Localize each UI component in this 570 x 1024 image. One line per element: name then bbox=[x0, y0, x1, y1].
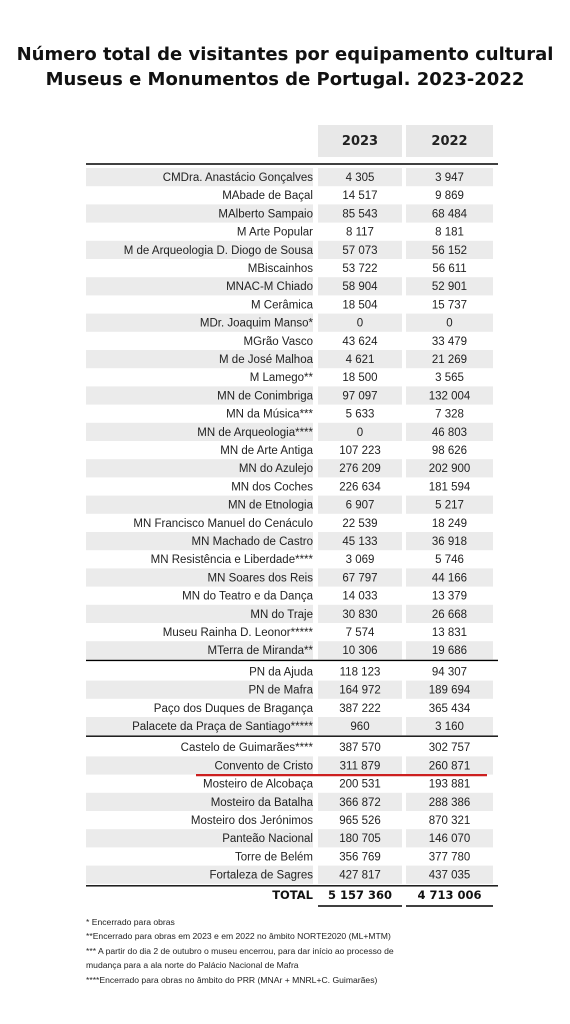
value-2023: 960 bbox=[350, 721, 370, 733]
footnote-3: *** A partir do dia 2 de outubro o museu encerrou, para dar início ao processo de bbox=[86, 945, 394, 956]
row-label: Castelo de Guimarães**** bbox=[180, 742, 313, 755]
value-2023: 366 872 bbox=[339, 796, 381, 809]
row-label: MN do Teatro e da Dança bbox=[182, 590, 313, 603]
value-2022: 52 901 bbox=[431, 281, 468, 294]
value-2022: 98 626 bbox=[431, 445, 468, 457]
value-2023: 107 223 bbox=[339, 445, 381, 457]
value-2023: 118 123 bbox=[339, 666, 381, 679]
total-2023: 5 157 360 bbox=[327, 887, 393, 902]
row-label: Mosteiro de Alcobaça bbox=[203, 778, 313, 791]
value-2023: 0 bbox=[356, 317, 364, 330]
row-label: M de Arqueologia D. Diogo de Sousa bbox=[123, 244, 313, 257]
value-2022: 132 004 bbox=[428, 390, 471, 403]
title-line-1: Número total de visitantes por equipamento cultural bbox=[16, 44, 554, 65]
value-2022: 13 379 bbox=[431, 590, 468, 603]
value-2022: 33 479 bbox=[431, 335, 468, 348]
value-2022: 146 070 bbox=[428, 833, 471, 846]
value-2023: 965 526 bbox=[339, 815, 381, 827]
value-2023: 5 633 bbox=[345, 408, 375, 421]
value-2023: 57 073 bbox=[342, 244, 378, 257]
row-label: MN de Arqueologia**** bbox=[197, 426, 313, 439]
value-2023: 10 306 bbox=[342, 645, 378, 658]
row-label: Mosteiro dos Jerónimos bbox=[190, 815, 313, 827]
value-2022: 15 737 bbox=[431, 299, 468, 312]
total-label: TOTAL bbox=[272, 887, 313, 902]
row-label: MAlberto Sampaio bbox=[218, 208, 313, 221]
value-2022: 26 668 bbox=[431, 608, 468, 621]
total-2022: 4 713 006 bbox=[417, 887, 482, 902]
value-2023: 43 624 bbox=[342, 335, 378, 348]
value-2022: 365 434 bbox=[428, 702, 471, 715]
row-label: Museu Rainha D. Leonor***** bbox=[162, 627, 313, 639]
row-label: MN Francisco Manuel do Cenáculo bbox=[133, 517, 313, 530]
value-2022: 44 166 bbox=[431, 572, 468, 585]
value-2022: 56 611 bbox=[432, 263, 467, 275]
value-2023: 85 543 bbox=[342, 208, 378, 221]
row-label: CMDra. Anastácio Gonçalves bbox=[162, 172, 313, 184]
value-2023: 180 705 bbox=[339, 833, 381, 846]
value-2023: 97 097 bbox=[342, 390, 378, 403]
row-label: MN de Conimbriga bbox=[217, 390, 313, 403]
value-2022: 5 746 bbox=[435, 554, 464, 567]
row-label: Convento de Cristo bbox=[214, 760, 313, 773]
row-label: Palacete da Praça de Santiago***** bbox=[132, 721, 313, 733]
value-2022: 202 900 bbox=[428, 463, 471, 476]
value-2022: 36 918 bbox=[431, 536, 468, 548]
row-label: MGrão Vasco bbox=[243, 335, 313, 348]
value-2023: 0 bbox=[356, 426, 364, 439]
value-2023: 14 033 bbox=[342, 590, 378, 603]
value-2022: 18 249 bbox=[431, 517, 468, 530]
row-label: MN Machado de Castro bbox=[191, 536, 313, 548]
value-2022: 302 757 bbox=[428, 742, 471, 755]
column-header-2022: 2022 bbox=[431, 134, 468, 149]
value-2023: 226 634 bbox=[339, 481, 381, 494]
value-2022: 68 484 bbox=[431, 208, 468, 221]
value-2022: 5 217 bbox=[435, 499, 464, 512]
value-2023: 45 133 bbox=[342, 536, 378, 548]
value-2023: 30 830 bbox=[342, 608, 378, 621]
footnote-4: mudança para a ala norte do Palácio Nacional de Mafra bbox=[86, 960, 299, 971]
row-label: Mosteiro da Batalha bbox=[210, 796, 313, 809]
row-label: M de José Malhoa bbox=[219, 354, 313, 366]
row-label: PN da Ajuda bbox=[249, 666, 313, 679]
value-2023: 276 209 bbox=[339, 463, 381, 476]
value-2023: 7 574 bbox=[345, 627, 375, 639]
value-2022: 870 321 bbox=[428, 815, 471, 827]
value-2022: 260 871 bbox=[428, 760, 471, 773]
value-2022: 19 686 bbox=[431, 645, 468, 658]
value-2023: 8 117 bbox=[346, 226, 374, 239]
value-2023: 4 305 bbox=[345, 172, 375, 184]
value-2022: 288 386 bbox=[428, 796, 471, 809]
row-label: Torre de Belém bbox=[235, 851, 313, 864]
value-2023: 14 517 bbox=[342, 190, 378, 203]
row-label: MN de Etnologia bbox=[227, 499, 313, 512]
row-label: MN da Música*** bbox=[226, 408, 313, 421]
value-2023: 53 722 bbox=[342, 263, 378, 275]
value-2022: 9 869 bbox=[435, 190, 464, 203]
footnote-2: **Encerrado para obras em 2023 e em 2022 no âmbito NORTE2020 (ML+MTM) bbox=[86, 931, 391, 942]
value-2022: 0 bbox=[446, 317, 453, 330]
value-2022: 3 565 bbox=[435, 372, 464, 385]
row-label: MN de Arte Antiga bbox=[220, 445, 313, 457]
row-label: MN Resistência e Liberdade**** bbox=[150, 554, 313, 567]
value-2023: 200 531 bbox=[339, 778, 381, 791]
row-label: MN do Traje bbox=[250, 608, 313, 621]
row-label: PN de Mafra bbox=[248, 684, 313, 697]
value-2023: 18 504 bbox=[342, 299, 378, 312]
row-label: MDr. Joaquim Manso* bbox=[199, 317, 313, 330]
row-label: M Arte Popular bbox=[236, 226, 313, 239]
value-2022: 13 831 bbox=[431, 627, 468, 639]
value-2023: 18 500 bbox=[342, 372, 378, 385]
value-2022: 377 780 bbox=[428, 851, 471, 864]
row-label: M Lamego** bbox=[249, 372, 313, 385]
value-2022: 437 035 bbox=[428, 869, 471, 882]
value-2022: 181 594 bbox=[428, 481, 471, 494]
value-2022: 94 307 bbox=[431, 666, 468, 679]
footnote-1: * Encerrado para obras bbox=[86, 917, 175, 927]
value-2023: 387 222 bbox=[339, 702, 381, 715]
row-label: MNAC-M Chiado bbox=[226, 281, 313, 294]
value-2022: 8 181 bbox=[435, 226, 464, 239]
value-2023: 427 817 bbox=[339, 869, 381, 882]
row-label: Paço dos Duques de Bragança bbox=[153, 702, 313, 715]
value-2022: 193 881 bbox=[428, 778, 471, 791]
value-2022: 46 803 bbox=[431, 426, 468, 439]
row-label: Fortaleza de Sagres bbox=[209, 869, 313, 882]
value-2023: 311 879 bbox=[339, 760, 381, 773]
value-2023: 3 069 bbox=[345, 554, 375, 567]
value-2022: 56 152 bbox=[431, 244, 468, 257]
row-label: MAbade de Baçal bbox=[222, 190, 313, 203]
value-2023: 4 621 bbox=[345, 354, 375, 366]
row-label: MN Soares dos Reis bbox=[207, 572, 313, 585]
row-label: MN do Azulejo bbox=[238, 463, 313, 476]
value-2022: 7 328 bbox=[435, 408, 464, 421]
value-2022: 3 160 bbox=[435, 721, 464, 733]
footnotes bbox=[86, 915, 516, 987]
value-2023: 58 904 bbox=[342, 281, 378, 294]
value-2022: 189 694 bbox=[428, 684, 471, 697]
title-line-2: Museus e Monumentos de Portugal. 2023-2022 bbox=[45, 69, 525, 90]
row-label: MBiscainhos bbox=[247, 263, 313, 275]
value-2023: 22 539 bbox=[342, 517, 378, 530]
value-2023: 387 570 bbox=[339, 742, 381, 755]
value-2022: 3 947 bbox=[435, 172, 464, 184]
row-label: Panteão Nacional bbox=[222, 833, 313, 846]
row-label: MTerra de Miranda** bbox=[207, 645, 313, 658]
column-header-2023: 2023 bbox=[341, 134, 379, 149]
row-label: MN dos Coches bbox=[231, 481, 313, 494]
footnote-5: ****Encerrado para obras no âmbito do PRR (MNAr + MNRL+C. Guimarães) bbox=[86, 974, 378, 985]
row-label: M Cerâmica bbox=[251, 299, 313, 312]
value-2022: 21 269 bbox=[431, 354, 468, 366]
value-2023: 164 972 bbox=[339, 684, 381, 697]
value-2023: 356 769 bbox=[339, 851, 381, 864]
value-2023: 6 907 bbox=[345, 499, 375, 512]
value-2023: 67 797 bbox=[342, 572, 378, 585]
